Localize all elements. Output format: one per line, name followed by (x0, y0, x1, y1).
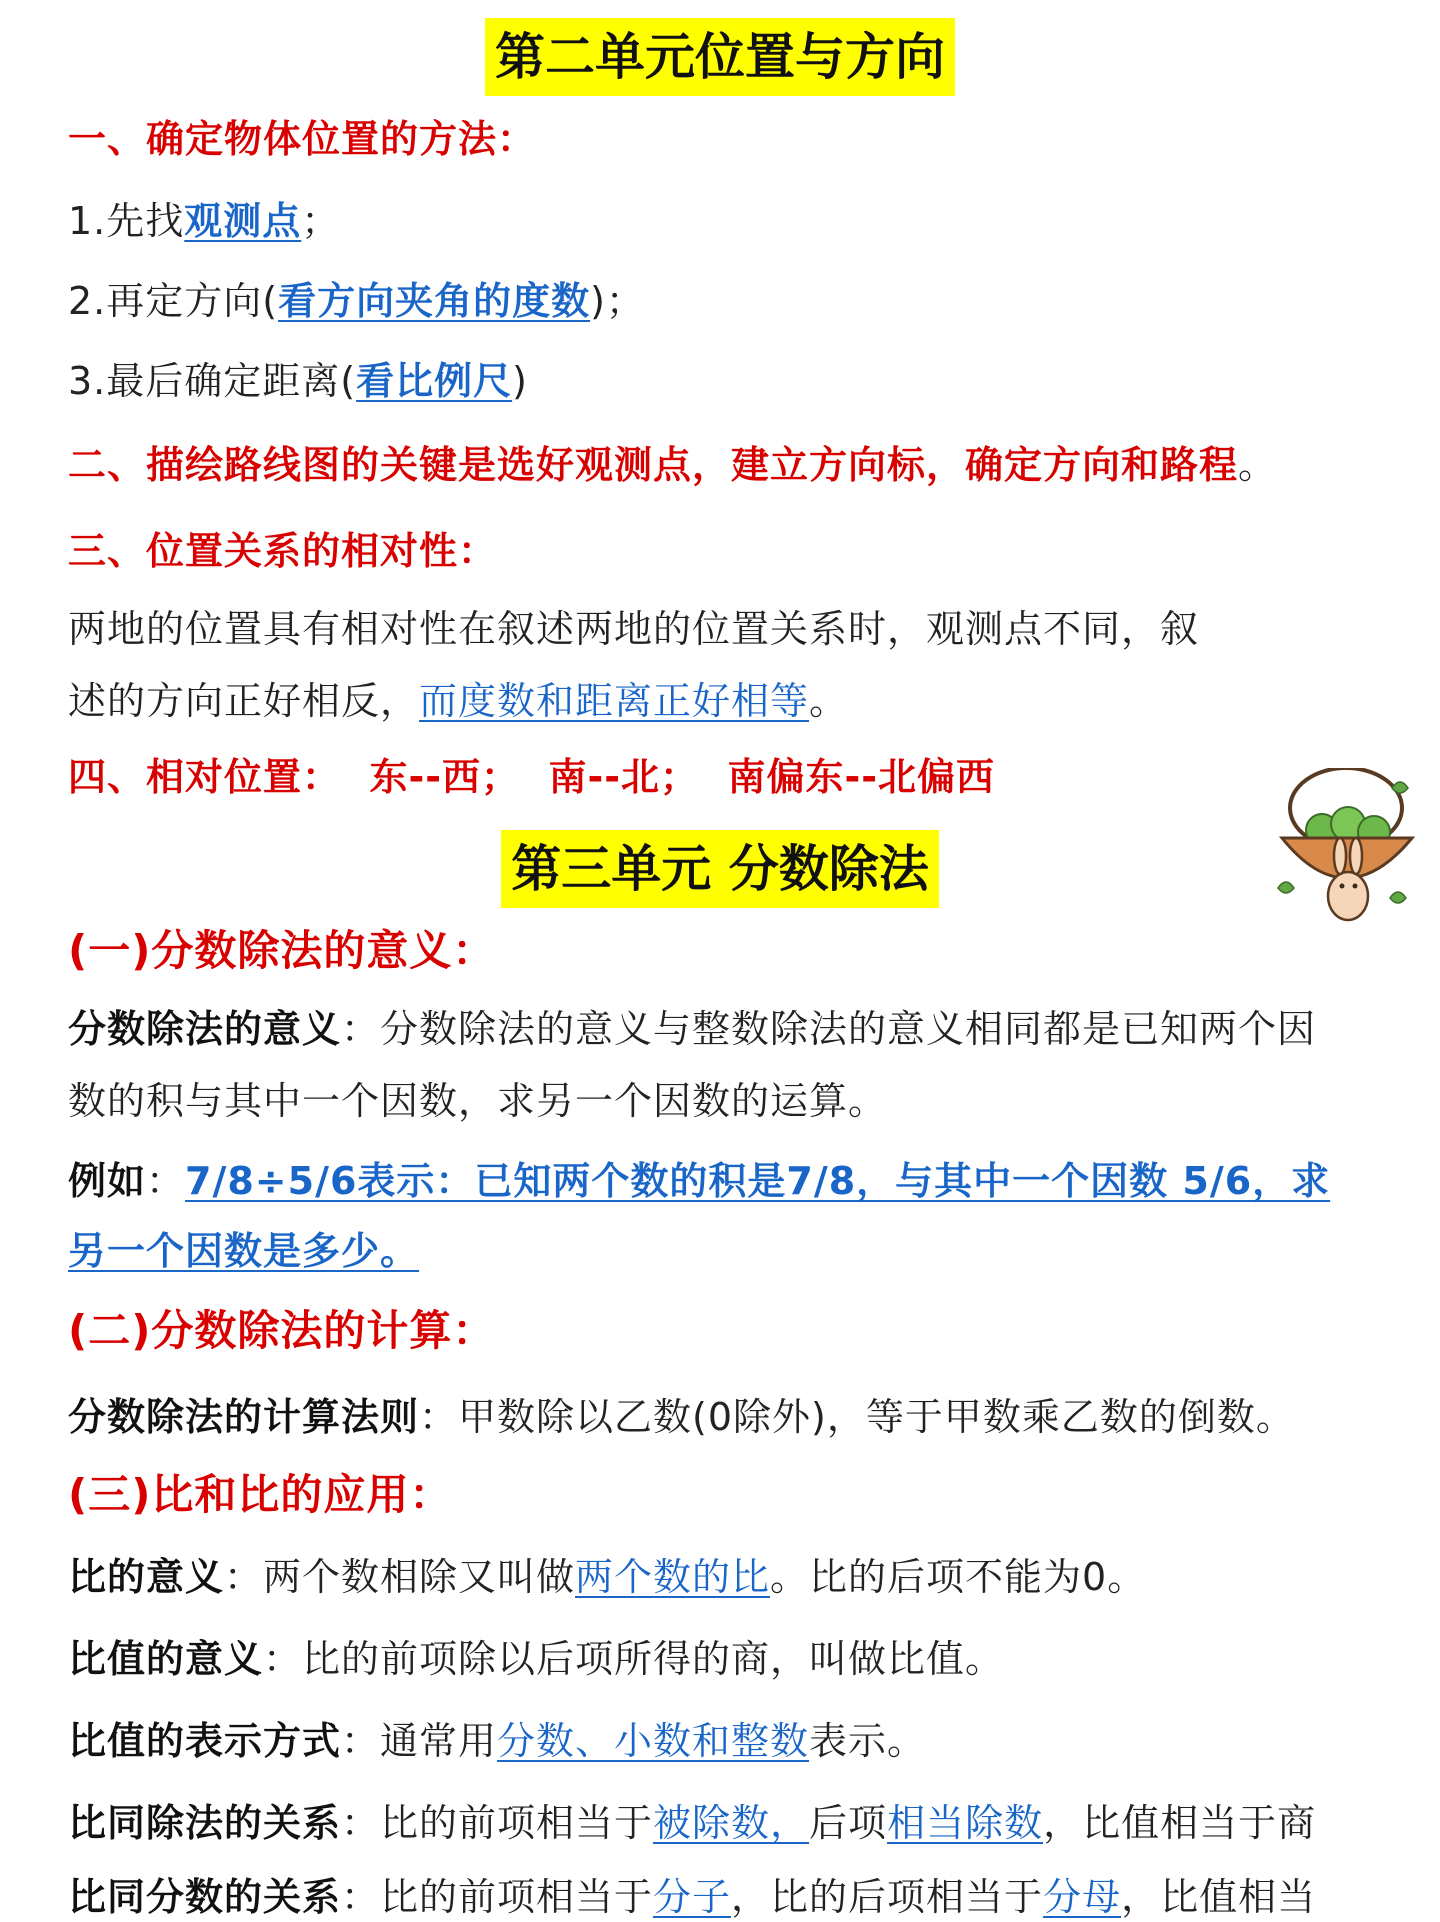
unit3-section-1-line2: 数的积与其中一个因数，求另一个因数的运算。 (68, 1079, 888, 1123)
unit2-step-1: 1.先找观测点； (68, 199, 341, 243)
unit2-paragraph-line1: 两地的位置具有相对性在叙述两地的位置关系时，观测点不同，叙 (68, 607, 1200, 651)
unit3-example-line2: 另一个因数是多少。 (68, 1229, 420, 1273)
unit2-heading-1: 一、确定物体位置的方法： (68, 117, 537, 161)
unit2-step-3: 3.最后确定距离(看比例尺) (68, 359, 528, 403)
unit2-heading-2: 二、描绘路线图的关键是选好观测点，建立方向标，确定方向和路程。 (68, 443, 1278, 487)
unit3-title: 第三单元 分数除法 (0, 830, 1440, 908)
unit2-step-2: 2.再定方向(看方向夹角的度数)； (68, 279, 645, 323)
ratio-meaning: 比的意义：两个数相除又叫做两个数的比。比的后项不能为0。 (68, 1555, 1147, 1599)
unit3-section-1-heading: (一)分数除法的意义： (68, 926, 496, 975)
unit3-example-line1: 例如：7/8÷5/6表示：已知两个数的积是7/8，与其中一个因数 5/6，求 (68, 1159, 1331, 1203)
ratio-division-relation: 比同除法的关系：比的前项相当于被除数，后项相当除数，比值相当于商 (68, 1801, 1317, 1845)
ratio-value-representation: 比值的表示方式：通常用分数、小数和整数表示。 (68, 1719, 927, 1763)
ratio-fraction-relation: 比同分数的关系：比的前项相当于分子，比的后项相当于分母，比值相当 (68, 1875, 1317, 1919)
unit3-section-3-heading: (三)比和比的应用： (68, 1470, 453, 1519)
unit2-heading-4: 四、相对位置： 东--西； 南--北； 南偏东--北偏西 (68, 755, 996, 799)
leaf (1392, 782, 1408, 793)
unit3-section-2-heading: (二)分数除法的计算： (68, 1306, 496, 1355)
unit2-heading-3: 三、位置关系的相对性： (68, 529, 498, 573)
unit2-title: 第二单元位置与方向 (0, 18, 1440, 96)
ratio-value-meaning: 比值的意义：比的前项除以后项所得的商，叫做比值。 (68, 1637, 1005, 1681)
unit3-section-1-line1: 分数除法的意义：分数除法的意义与整数除法的意义相同都是已知两个因 (68, 1007, 1317, 1051)
unit3-section-2-rule: 分数除法的计算法则：甲数除以乙数(0除外)，等于甲数乘乙数的倒数。 (68, 1395, 1295, 1439)
unit2-paragraph-line2: 述的方向正好相反，而度数和距离正好相等。 (68, 679, 849, 723)
